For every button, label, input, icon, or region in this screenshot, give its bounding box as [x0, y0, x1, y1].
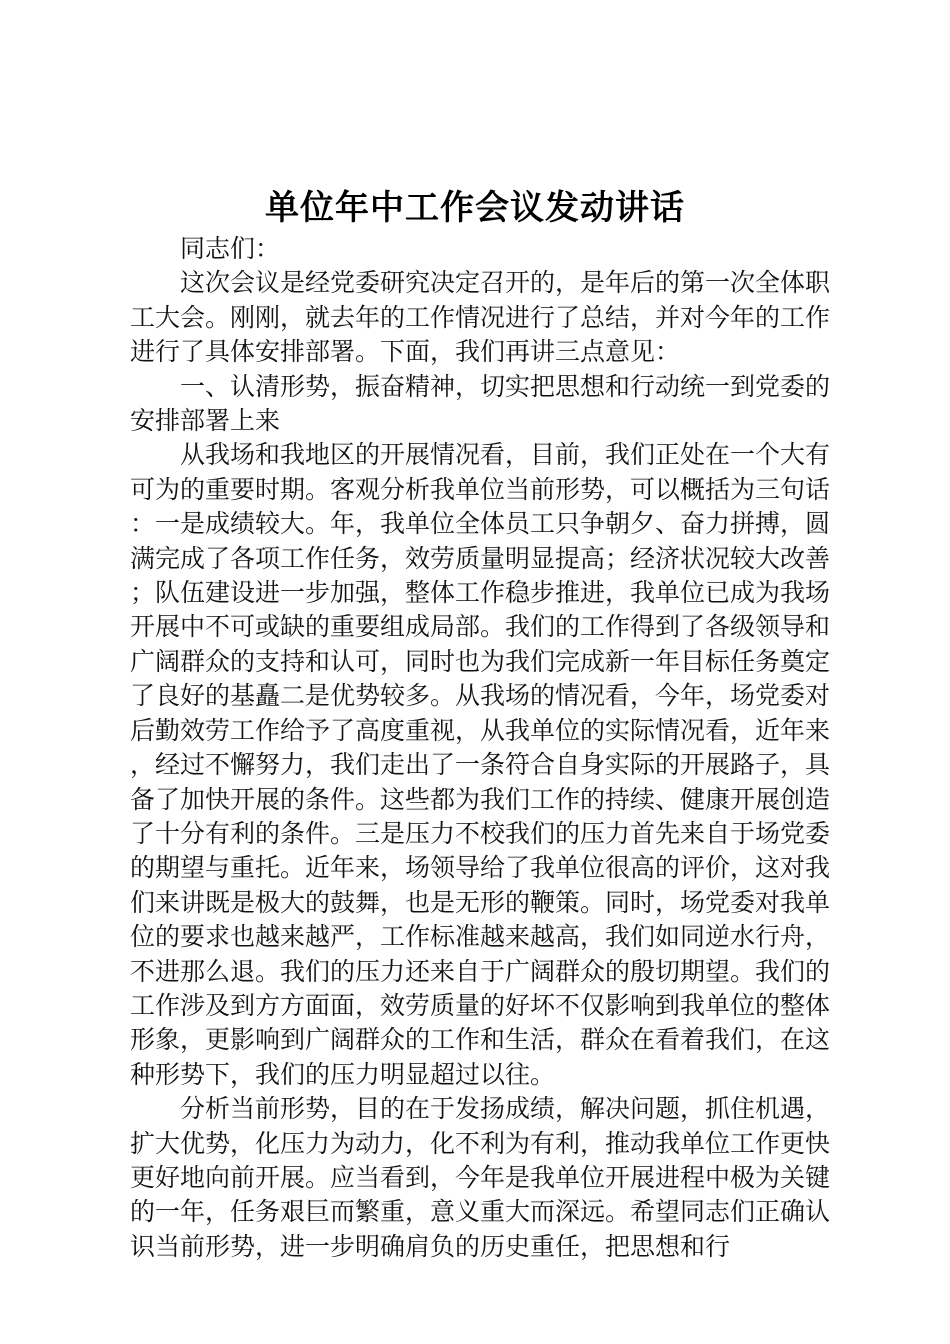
section-heading-one: 一、认清形势，振奋精神，切实把思想和行动统一到党委的安排部署上来	[130, 371, 831, 436]
situation-paragraph: 从我场和我地区的开展情况看，目前，我们正处在一个大有可为的重要时期。客观分析我单位当前形势，可以概括为三句话：一是成绩较大。年，我单位全体员工只争朝夕、奋力拼搏，圆满完成了各项工作任务，效劳质量明显提高；经济状况较大改善；队伍建设进一步加强，整体工作稳步推进，我单位已成为我场开展中不可或缺的重要组成局部。我们的工作得到了各级领导和广阔群众的支持和认可，同时也为我们完成新一年目标任务奠定了良好的基矗二是优势较多。从我场的情况看，今年，场党委对后勤效劳工作给予了高度重视，从我单位的实际情况看，近年来，经过不懈努力，我们走出了一条符合自身实际的开展路子，具备了加快开展的条件。这些都为我们工作的持续、健康开展创造了十分有利的条件。三是压力不校我们的压力首先来自于场党委的期望与重托。近年来，场领导给了我单位很高的评价，这对我们来讲既是极大的鼓舞，也是无形的鞭策。同时，场党委对我单位的要求也越来越严，工作标准越来越高，我们如同逆水行舟，不进那么退。我们的压力还来自于广阔群众的殷切期望。我们的工作涉及到方方面面，效劳质量的好坏不仅影响到我单位的整体形象，更影响到广阔群众的工作和生活，群众在看着我们，在这种形势下，我们的压力明显超过以往。	[130, 440, 831, 1089]
document-title: 单位年中工作会议发动讲话	[265, 188, 685, 228]
salutation-paragraph: 同志们：	[180, 234, 281, 263]
document-body	[130, 232, 830, 1264]
intro-paragraph: 这次会议是经党委研究决定召开的，是年后的第一次全体职工大会。刚刚，就去年的工作情况进行了总结，并对今年的工作进行了具体安排部署。下面，我们再讲三点意见：	[130, 268, 831, 367]
analysis-paragraph: 分析当前形势，目的在于发扬成绩，解决问题，抓住机遇，扩大优势，化压力为动力，化不利为有利，推动我单位工作更快更好地向前开展。应当看到，今年是我单位开展进程中极为关键的一年，任务艰巨而繁重，意义重大而深远。希望同志们正确认识当前形势，进一步明确肩负的历史重任，把思想和行	[130, 1094, 831, 1261]
